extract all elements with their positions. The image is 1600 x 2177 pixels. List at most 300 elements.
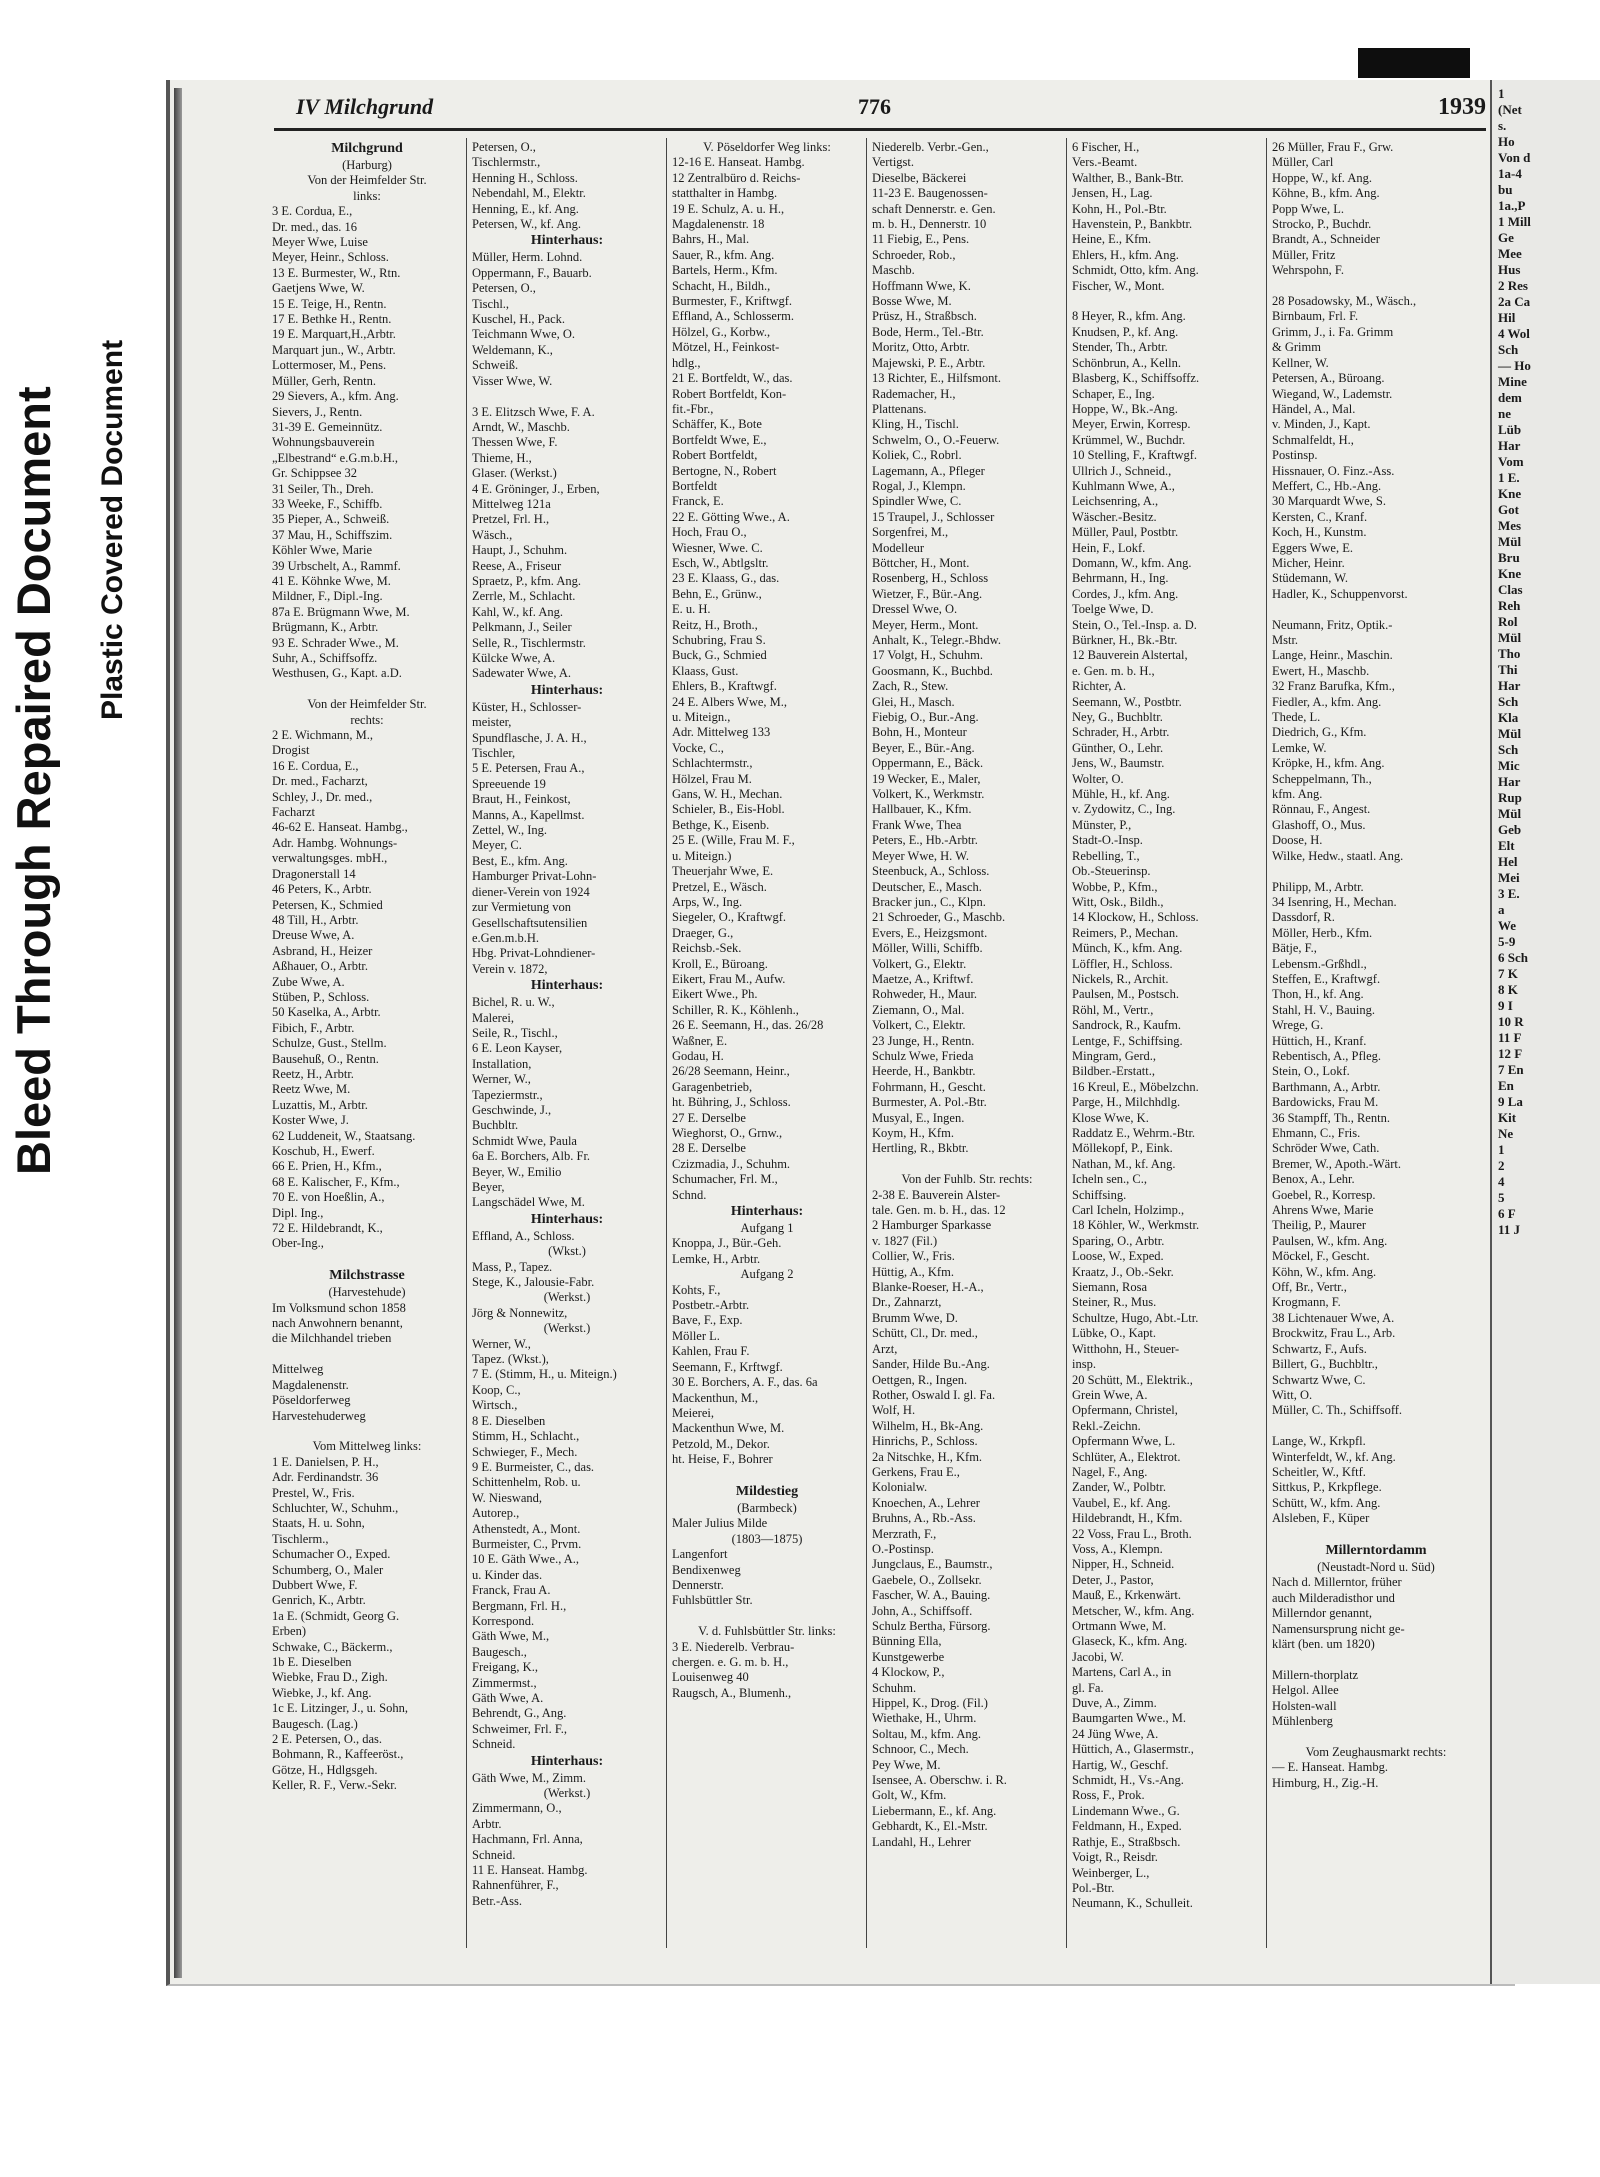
entry-line: 26 E. Seemann, H., das. 26/28 <box>672 1018 824 1033</box>
adjacent-page-line: 10 R <box>1498 1014 1524 1029</box>
adjacent-page-line: — Ho <box>1498 358 1531 373</box>
header-rule <box>274 128 1486 131</box>
entry-line: Hamburger Privat-Lohn- <box>472 869 597 884</box>
adjacent-page-line: Mül <box>1498 726 1522 741</box>
entry-line: Bertogne, N., Robert <box>672 463 777 478</box>
adjacent-page-line: Mic <box>1498 758 1520 773</box>
column-divider <box>1066 138 1067 1948</box>
adjacent-page-line: 4 <box>1498 1174 1505 1189</box>
entry-line: Wietzer, F., Bür.-Ang. <box>872 586 983 601</box>
entry-line <box>1072 294 1262 309</box>
entry-line: Bode, Herm., Tel.-Btr. <box>872 324 984 339</box>
adjacent-page-line: s. <box>1498 118 1507 133</box>
entry-line: Athenstedt, A., Mont. <box>472 1521 581 1536</box>
entry-line: 9 E. Burmeister, C., das. <box>472 1459 595 1474</box>
adjacent-page-edge <box>1490 80 1600 1984</box>
entry-line: Seile, R., Tischl., <box>472 1025 558 1040</box>
entry-line: Marquart jun., W., Arbtr. <box>272 342 396 357</box>
entry-line: Bethge, K., Eisenb. <box>672 817 770 832</box>
entry-line: Adr. Mittelweg 133 <box>672 725 771 740</box>
entry-line: Kunstgewerbe <box>872 1649 945 1664</box>
entry-line: Rosenberg, H., Schloss <box>872 571 989 586</box>
entry-line: Möller, Herb., Kfm. <box>1272 925 1373 940</box>
adjacent-page-line: 4 Wol <box>1498 326 1530 341</box>
entry-line: Autorep., <box>472 1506 520 1521</box>
entry-line: hdlg., <box>672 355 701 370</box>
entry-line: Adr. Hambg. Wohnungs- <box>272 835 398 850</box>
entry-line: Rönnau, F., Angest. <box>1272 802 1371 817</box>
entry-line: Off, Br., Vertr., <box>1272 1280 1347 1295</box>
entry-line: Tapeziermstr., <box>472 1087 543 1102</box>
entry-line: Fiedler, A., kfm. Ang. <box>1272 694 1382 709</box>
column-divider <box>1266 138 1267 1948</box>
entry-line: Hinterhaus: <box>530 682 604 698</box>
entry-line: Meffert, C., Hb.-Ang. <box>1272 478 1382 493</box>
entry-line: Wäscher.-Besitz. <box>1072 509 1157 524</box>
entry-line: Hüttich, H., Kranf. <box>1272 1033 1367 1048</box>
entry-line: Voigt, R., Reisdr. <box>1072 1850 1158 1865</box>
entry-line: (1803—1875) <box>731 1531 803 1546</box>
entry-line: Sandrock, R., Kaufm. <box>1072 1018 1182 1033</box>
entry-line: Fohrmann, H., Gescht. <box>872 1079 986 1094</box>
adjacent-page-line: 12 F <box>1498 1046 1523 1061</box>
entry-line: Köhne, B., kfm. Ang. <box>1272 186 1380 201</box>
entry-line: Siegeler, O., Kraftwgf. <box>672 910 787 925</box>
entry-line: Parge, H., Milchhdlg. <box>1072 1095 1181 1110</box>
entry-line: Schieler, B., Eis-Hobl. <box>672 802 785 817</box>
entry-line: Klose Wwe, K. <box>1072 1110 1149 1125</box>
entry-line: Tapez. (Wkst.), <box>472 1352 549 1367</box>
entry-line: Raugsch, A., Blumenh., <box>672 1685 792 1700</box>
adjacent-page-line: Tho <box>1498 646 1521 661</box>
entry-line: 12 Zentralbüro d. Reichs- <box>672 170 801 185</box>
entry-line: Robert Bortfeldt, Kon- <box>672 386 787 401</box>
entry-line: Langenfort <box>672 1547 728 1562</box>
entry-line: Bremer, W., Apoth.-Wärt. <box>1272 1156 1401 1171</box>
entry-line: Glaseck, K., kfm. Ang. <box>1072 1634 1188 1649</box>
entry-line: Icheln sen., C., <box>1072 1172 1147 1187</box>
entry-line <box>1272 1729 1480 1744</box>
entry-line: Walther, B., Bank-Btr. <box>1072 170 1184 185</box>
entry-line: Gr. Schippsee 32 <box>272 466 358 481</box>
entry-line: Teichmann Wwe, O. <box>472 327 576 342</box>
entry-line: Stimm, H., Schlacht., <box>472 1429 580 1444</box>
entry-line: Burmeister, C., Prvm. <box>472 1536 582 1551</box>
entry-line: Schönbrun, A., Kelln. <box>1072 355 1182 370</box>
entry-line: Ney, G., Buchbltr. <box>1072 710 1163 725</box>
entry-line: Kersten, C., Kranf. <box>1272 509 1368 524</box>
entry-line: Tischler, <box>472 746 516 761</box>
adjacent-page-line: 9 La <box>1498 1094 1523 1109</box>
entry-line: Hertling, R., Bkbtr. <box>872 1141 969 1156</box>
entry-line: Hinterhaus: <box>530 1753 604 1769</box>
entry-line: Facharzt <box>272 805 316 820</box>
entry-line: Holsten-wall <box>1272 1698 1337 1713</box>
entry-line: Baugesch., <box>472 1644 527 1659</box>
entry-line: John, A., Schiffsoff. <box>872 1603 973 1618</box>
entry-line: Reimers, P., Mechan. <box>1072 925 1179 940</box>
entry-line: Henning, E., kf. Ang. <box>472 201 579 216</box>
entry-line: 23 E. Klaass, G., das. <box>672 571 780 586</box>
entry-line: Lentge, F., Schiffsing. <box>1072 1033 1183 1048</box>
entry-line: Stahl, H. V., Bauing. <box>1272 1002 1376 1017</box>
entry-line: Bürkner, H., Bk.-Btr. <box>1072 633 1178 647</box>
entry-line: Behrendt, G., Ang. <box>472 1706 567 1721</box>
entry-line: Maetze, A., Kriftwf. <box>872 971 974 986</box>
adjacent-page-line: Kla <box>1498 710 1519 725</box>
entry-line: Mstr. <box>1272 633 1299 647</box>
entry-line: m. b. H., Dennerstr. 10 <box>872 217 987 232</box>
entry-line: Isensee, A. Oberschw. i. R. <box>872 1773 1007 1788</box>
page-number: 776 <box>858 94 891 119</box>
entry-line: Sander, Hilde Bu.-Ang. <box>872 1357 990 1372</box>
entry-line: Kraatz, J., Ob.-Sekr. <box>1072 1264 1174 1279</box>
entry-line: Effland, A., Schlosserm. <box>672 309 794 324</box>
entry-line: Müller, Gerh, Rentn. <box>272 373 376 388</box>
entry-line: Geschwinde, J., <box>472 1102 552 1117</box>
entry-line: Bartels, Herm., Kfm. <box>672 263 778 278</box>
entry-line: „Elbestrand“ e.G.m.b.H., <box>272 450 399 465</box>
entry-line: Petersen, W., kf. Ang. <box>472 217 582 232</box>
entry-line: Franck, Frau A. <box>472 1583 551 1598</box>
entry-line: Meyer, Erwin, Korresp. <box>1072 417 1191 432</box>
entry-line: Arzt, <box>872 1341 898 1356</box>
entry-line: zur Vermietung von <box>472 900 572 915</box>
entry-line: Rebelling, T., <box>1072 848 1140 863</box>
entry-line: Voss, A., Klempn. <box>1072 1541 1163 1556</box>
entry-line: Rogal, J., Klempn. <box>872 478 966 493</box>
entry-line: 24 Jüng Wwe, A. <box>1072 1726 1159 1741</box>
entry-line: 14 Klockow, H., Schloss. <box>1072 910 1199 925</box>
entry-line: verwaltungsges. mbH., <box>272 851 388 866</box>
entry-line: 17 Volgt, H., Schuhm. <box>872 648 984 663</box>
entry-line: 22 E. Götting Wwe., A. <box>672 509 790 524</box>
entry-line: Lemke, W. <box>1272 740 1327 755</box>
entry-line: Spreeuende 19 <box>472 776 546 791</box>
entry-line: Küster, H., Schlosser- <box>472 699 582 714</box>
entry-line: Wirtsch., <box>472 1398 518 1413</box>
entry-line: Kuschel, H., Pack. <box>472 312 566 327</box>
entry-line: Kröpke, H., kfm. Ang. <box>1272 756 1385 771</box>
entry-line: Asbrand, H., Heizer <box>272 943 373 958</box>
adjacent-page-line: Got <box>1498 502 1519 517</box>
entry-line: Kolonialw. <box>872 1480 928 1495</box>
entry-line: Gerkens, Frau E., <box>872 1464 960 1479</box>
entry-line: Wiethake, H., Uhrm. <box>872 1711 977 1726</box>
entry-line: Sadewater Wwe, A. <box>472 666 572 681</box>
entry-line: Stüdemann, W. <box>1272 571 1349 586</box>
entry-line: Nathan, M., kf. Ang. <box>1072 1156 1176 1171</box>
column-divider <box>466 138 467 1948</box>
entry-line: Liebermann, E., kf. Ang. <box>872 1803 997 1818</box>
entry-line: Hippel, K., Drog. (Fil.) <box>872 1696 988 1711</box>
entry-line: 32 Franz Barufka, Kfm., <box>1272 679 1395 694</box>
entry-line: Heine, E., Kfm. <box>1072 232 1152 247</box>
entry-line: links: <box>353 188 381 203</box>
entry-line: 3 E. Cordua, E., <box>272 204 353 219</box>
entry-line: Schittenhelm, Rob. u. <box>472 1475 581 1490</box>
entry-line: Beyer, E., Bür.-Ang. <box>872 740 975 755</box>
entry-line: Manns, A., Kapellmst. <box>472 807 585 822</box>
entry-line: Alsleben, F., Küper <box>1272 1511 1370 1526</box>
entry-line: Zerrle, M., Schlacht. <box>472 589 576 604</box>
entry-line: Kohn, H., Pol.-Btr. <box>1072 201 1167 216</box>
entry-line: Koster Wwe, J. <box>272 1113 349 1128</box>
entry-line: Aufgang 2 <box>740 1267 794 1282</box>
entry-line: Müller, C. Th., Schiffsoff. <box>1272 1403 1403 1418</box>
entry-line: Wieghorst, O., Grnw., <box>672 1126 783 1140</box>
entry-line: Nickels, R., Archit. <box>1072 971 1169 986</box>
entry-line: Spraetz, P., kfm. Ang. <box>472 573 582 588</box>
entry-line: Harvestehuderweg <box>272 1408 366 1423</box>
entry-line: Schrader, H., Arbtr. <box>1072 725 1170 740</box>
adjacent-page-line: We <box>1498 918 1517 933</box>
adjacent-page-line: Mine <box>1498 374 1527 389</box>
entry-line: Reitz, H., Broth., <box>672 617 758 632</box>
entry-line: Lagemann, A., Pfleger <box>872 463 985 478</box>
entry-line <box>272 682 462 697</box>
entry-line: Domann, W., kfm. Ang. <box>1072 555 1192 570</box>
entry-line: Bruhns, A., Rb.-Ass. <box>872 1511 976 1526</box>
entry-line: Gäth Wwe, M., Zimm. <box>472 1770 586 1785</box>
adjacent-page-line: 11 F <box>1498 1030 1522 1045</box>
entry-line: e. Gen. m. b. H., <box>1072 663 1155 678</box>
entry-line: Fiebig, O., Bur.-Ang. <box>872 710 979 725</box>
entry-line: Deter, J., Pastor, <box>1072 1572 1154 1587</box>
entry-line: Petersen, K., Schmied <box>272 897 383 912</box>
entry-line: Burmester, F., Kriftwgf. <box>672 294 793 309</box>
entry-line: ht. Bühring, J., Schloss. <box>672 1095 791 1110</box>
entry-line: 5 E. Petersen, Frau A., <box>472 761 585 776</box>
entry-line: v. Minden, J., Kapt. <box>1272 417 1371 432</box>
adjacent-page-line: Mül <box>1498 630 1522 645</box>
entry-line: Birnbaum, Frl. F. <box>1272 309 1359 324</box>
entry-line: 30 E. Borchers, A. F., das. 6a <box>672 1375 818 1390</box>
entry-line: Im Volksmund schon 1858 <box>272 1300 406 1315</box>
entry-line: Möllekopf, P., Eink. <box>1072 1141 1173 1156</box>
entry-line: Schaper, E., Ing. <box>1072 386 1155 401</box>
top-margin <box>0 0 1600 50</box>
entry-line: Jens, W., Baumstr. <box>1072 756 1165 771</box>
entry-line: Doose, H. <box>1272 833 1323 848</box>
entry-line: Lemke, H., Arbtr. <box>672 1251 761 1266</box>
entry-line: Wilhelm, H., Bk-Ang. <box>872 1418 984 1433</box>
entry-line: Hbg. Privat-Lohndiener- <box>472 946 596 961</box>
entry-line: Von der Fuhlb. Str. rechts: <box>901 1172 1033 1187</box>
adjacent-page-line: En <box>1498 1078 1514 1093</box>
entry-line: Czizmadia, J., Schuhm. <box>672 1156 791 1171</box>
entry-line <box>672 1468 862 1483</box>
entry-line: Winterfeldt, W., kf. Ang. <box>1272 1449 1396 1464</box>
entry-line: Millern-thorplatz <box>1272 1667 1359 1682</box>
entry-line: Wehrspohn, F. <box>1272 263 1344 278</box>
entry-line: Feldmann, H., Exped. <box>1072 1819 1182 1834</box>
entry-line: Goosmann, K., Buchbd. <box>872 663 993 678</box>
entry-line: 19 E. Marquart,H.,Arbtr. <box>272 327 396 342</box>
entry-line: 25 E. (Wille, Frau M. F., <box>672 833 795 848</box>
entry-line: Schwartz, F., Aufs. <box>1272 1341 1367 1356</box>
entry-line: 48 Till, H., Arbtr. <box>272 912 359 927</box>
entry-line: Dipl. Ing., <box>272 1205 324 1220</box>
entry-line: Schweiß. <box>472 358 519 373</box>
adjacent-page-line: Har <box>1498 678 1521 693</box>
entry-line: Stadt-O.-Insp. <box>1072 833 1143 848</box>
entry-line <box>1272 279 1480 294</box>
entry-line: 19 E. Schulz, A. u. H., <box>672 201 785 216</box>
column-5 <box>1072 140 1262 1960</box>
entry-line: Lottermoser, M., Pens. <box>272 358 387 373</box>
entry-line: Glaser. (Werkst.) <box>472 466 557 481</box>
entry-line: 13 E. Burmester, W., Rtn. <box>272 265 401 280</box>
entry-line: Postinsp. <box>1272 448 1318 463</box>
entry-line: Schmalfeldt, H., <box>1272 432 1354 447</box>
entry-line: 11 Fiebig, E., Pens. <box>872 232 970 247</box>
entry-line: Stege, K., Jalousie-Fabr. <box>472 1275 595 1290</box>
entry-line: Collier, W., Fris. <box>872 1249 955 1264</box>
entry-line: Bosse Wwe, M. <box>872 294 952 309</box>
entry-line: Volkert, G., Elektr. <box>872 956 967 971</box>
entry-line: Effland, A., Schloss. <box>472 1228 575 1243</box>
entry-line: 34 Isenring, H., Mechan. <box>1272 894 1397 909</box>
entry-line: 23 Junge, H., Rentn. <box>872 1033 975 1048</box>
entry-line: W. Nieswand, <box>472 1490 543 1505</box>
entry-line: Hoffmann Wwe, K. <box>872 278 971 293</box>
entry-line: 2-38 E. Bauverein Alster- <box>872 1187 1001 1202</box>
entry-line: Schütt, W., kfm. Ang. <box>1272 1495 1381 1510</box>
entry-line <box>1272 1652 1480 1667</box>
entry-line: Külcke Wwe, A. <box>472 651 556 665</box>
adjacent-page-line: Rol <box>1498 614 1518 629</box>
entry-line: 13 Richter, E., Hilfsmont. <box>872 371 1001 386</box>
entry-line: Bendixenweg <box>672 1562 741 1577</box>
sidebar-label-plastic-covered: Plastic Covered Document <box>96 339 129 720</box>
entry-line: Lübke, O., Kapt. <box>1072 1326 1157 1341</box>
adjacent-page-line: dem <box>1498 390 1522 405</box>
entry-line: Weldemann, K., <box>472 342 553 357</box>
adjacent-page-line: Sch <box>1498 342 1519 357</box>
entry-line: 33 Weeke, F., Schiffb. <box>272 496 383 511</box>
entry-line: Betr.-Ass. <box>472 1893 522 1908</box>
entry-line: Korrespond. <box>472 1613 535 1628</box>
adjacent-page-line: 9 I <box>1498 998 1513 1013</box>
entry-line: Kahlen, Frau F. <box>672 1344 750 1359</box>
entry-line: Schroeder, Rob., <box>872 247 956 262</box>
entry-line: Kohts, F., <box>672 1282 721 1297</box>
entry-line: Lindemann Wwe., G. <box>1072 1803 1180 1818</box>
entry-line: Ehlers, H., kfm. Ang. <box>1072 247 1179 262</box>
entry-line: Steiner, R., Mus. <box>1072 1295 1157 1310</box>
adjacent-page-line: Kne <box>1498 566 1522 581</box>
entry-line: Diedrich, G., Kfm. <box>1272 725 1367 740</box>
entry-line: Ortmann Wwe, M. <box>1072 1619 1167 1633</box>
entry-line: 37 Mau, H., Schiffszim. <box>272 527 393 542</box>
entry-line: Kling, H., Tischl. <box>872 417 959 432</box>
entry-line: 6 Fischer, H., <box>1072 140 1140 154</box>
adjacent-page-line: 5-9 <box>1498 934 1516 949</box>
entry-line: Richter, A. <box>1072 679 1127 694</box>
entry-line: Schütt, Cl., Dr. med., <box>872 1326 978 1341</box>
entry-line: meister, <box>472 715 512 730</box>
entry-line: Mühlenberg <box>1272 1714 1333 1729</box>
entry-line: Hildebrandt, H., Kfm. <box>1072 1511 1183 1526</box>
column-2 <box>472 140 662 1960</box>
entry-line: Suhr, A., Schiffsoffz. <box>272 651 378 665</box>
entry-line: Mühle, H., kf. Ang. <box>1072 787 1170 802</box>
entry-line: Brumm Wwe, D. <box>872 1310 958 1325</box>
entry-line: Zettel, W., Ing. <box>472 823 547 838</box>
entry-line: Brügmann, K., Arbtr. <box>272 620 379 635</box>
entry-line: Wrege, G. <box>1272 1018 1324 1033</box>
entry-line: 6a E. Borchers, Alb. Fr. <box>472 1149 591 1164</box>
entry-line: Stein, O., Tel.-Insp. a. D. <box>1072 617 1197 632</box>
running-head-left: IV Milchgrund <box>296 94 434 119</box>
entry-line: Kuhlmann Wwe, A., <box>1072 478 1175 493</box>
entry-line: 35 Pieper, A., Schweiß. <box>272 512 390 527</box>
entry-line: Gaetjens Wwe, W. <box>272 281 365 296</box>
entry-line: Robert Bortfeldt, <box>672 448 758 463</box>
adjacent-page-line: 7 En <box>1498 1062 1524 1077</box>
entry-line: 26 Müller, Frau F., Grw. <box>1272 140 1394 154</box>
adjacent-page-line: Har <box>1498 438 1521 453</box>
sidebar-labels <box>0 120 160 1175</box>
entry-line: Möckel, F., Gescht. <box>1272 1249 1370 1264</box>
entry-line: Gaebele, O., Zollsekr. <box>872 1572 982 1587</box>
entry-line: Hölzel, G., Korbw., <box>672 324 771 339</box>
entry-line: Maschb. <box>872 263 915 278</box>
entry-line: Kellner, W. <box>1272 355 1329 370</box>
entry-line: Bildber.-Erstatt., <box>1072 1064 1155 1079</box>
entry-line: Ehlers, B., Kraftwgf. <box>672 679 777 694</box>
entry-line: Rebentisch, A., Pfleg. <box>1272 1048 1382 1063</box>
entry-line: Meyer, Heinr., Schloss. <box>272 250 389 265</box>
entry-line: Hüttig, A., Kfm. <box>872 1264 954 1279</box>
entry-line: Aufgang 1 <box>740 1221 794 1236</box>
entry-line: Hoppe, W., kf. Ang. <box>1272 170 1372 185</box>
entry-line: Rademacher, H., <box>872 386 956 401</box>
entry-line: Philipp, M., Arbtr. <box>1272 879 1364 894</box>
entry-line: 28 E. Derselbe <box>672 1141 746 1156</box>
entry-line: 15 Traupel, J., Schlosser <box>872 509 995 524</box>
entry-line: Zimmermann, O., <box>472 1801 562 1816</box>
entry-line <box>1272 1419 1480 1434</box>
entry-line: Helgol. Allee <box>1272 1683 1339 1698</box>
adjacent-page-lines <box>1490 80 1600 1238</box>
entry-line: Pöseldorferweg <box>272 1393 351 1408</box>
entry-line: 19 Wecker, E., Maler, <box>872 771 981 786</box>
entry-line: Böttcher, H., Mont. <box>872 555 970 570</box>
entry-line: Best, E., kfm. Ang. <box>472 853 568 868</box>
entry-line: Mackenthun Wwe, M. <box>672 1421 785 1436</box>
entry-line: Wiebke, J., kf. Ang. <box>272 1685 372 1700</box>
entry-line: 27 E. Derselbe <box>672 1110 746 1125</box>
entry-line: Mauß, E., Krkenwärt. <box>1072 1588 1181 1603</box>
entry-line: Thon, H., kf. Ang. <box>1272 987 1364 1002</box>
entry-line: Bohn, H., Monteur <box>872 725 967 740</box>
entry-line: Scheppelmann, Th., <box>1272 771 1372 786</box>
entry-line: Micher, Heinr. <box>1272 555 1345 570</box>
entry-line: Schneid. <box>472 1847 516 1862</box>
adjacent-page-line: Lüb <box>1498 422 1522 437</box>
entry-line: Draeger, G., <box>672 925 734 940</box>
adjacent-page-line: 1 E. <box>1498 470 1520 485</box>
entry-line: Schlüter, A., Elektrot. <box>1072 1449 1181 1464</box>
entry-line: (Werkst.) <box>543 1786 591 1801</box>
entry-line: Petersen, O., <box>472 140 536 154</box>
entry-line: Spindler Wwe, C. <box>872 494 962 509</box>
adjacent-page-line: Ge <box>1498 230 1514 245</box>
entry-line: 10 Stelling, F., Kraftwgf. <box>1072 448 1198 463</box>
entry-line: Meyer Wwe, Luise <box>272 235 368 250</box>
